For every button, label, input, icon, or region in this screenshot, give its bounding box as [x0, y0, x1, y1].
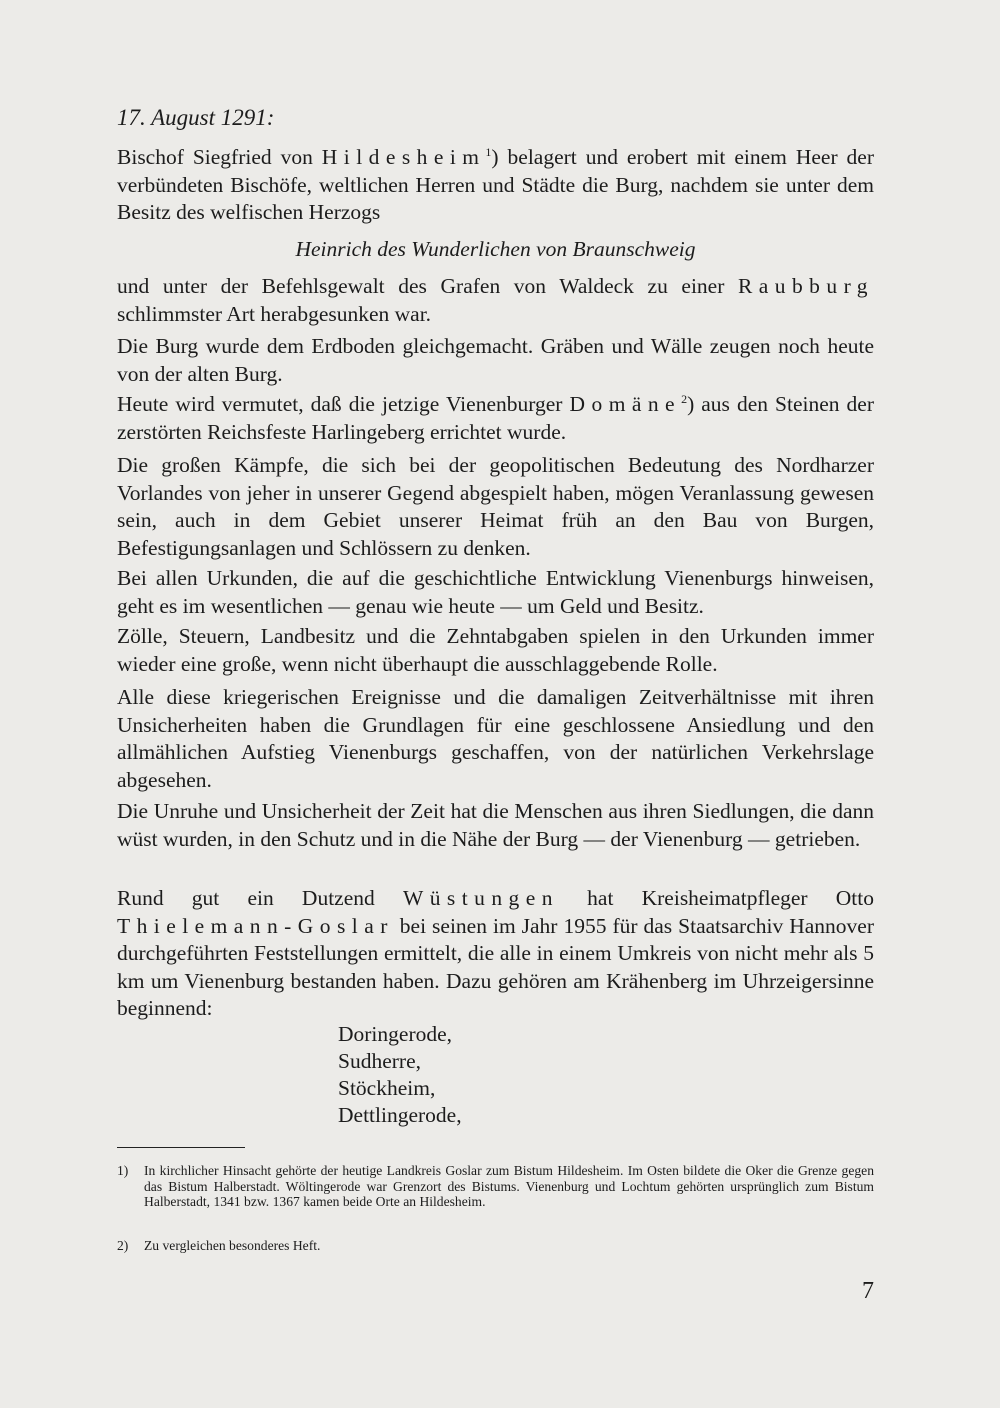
footnote-separator — [117, 1147, 245, 1148]
footnote-number: 2) — [117, 1238, 129, 1253]
footnote-text: Zu vergleichen besonderes Heft. — [144, 1238, 321, 1253]
paragraph-9: Die Unruhe und Unsicherheit der Zeit hat die Menschen aus ihren Siedlungen, die dann wüst wurden, in den Schutz und in die Nähe der Burg — der Vienenburg — getrieben. — [117, 799, 874, 851]
spaced-word-raubburg: Raubburg — [737, 274, 874, 298]
list-item: Dettlingerode, — [338, 1103, 462, 1127]
paragraph-7: Zölle, Steuern, Landbesitz und die Zehntabgaben spielen in den Urkunden immer wieder eine große, wenn nicht überhaupt die ausschlaggebende Rolle. — [117, 624, 874, 676]
footnote-number: 1) — [117, 1163, 129, 1178]
spaced-name-thielemann: Thielemann-Goslar — [117, 913, 394, 938]
place-list — [338, 1021, 462, 1129]
footnote-text: In kirchlicher Hinsacht gehörte der heutige Landkreis Goslar zum Bistum Hildesheim. Im Osten bildete die Oker die Grenze gegen das Bistum Halberstadt. Wöltingerode war Grenzort des Bistums. Vienenburg und Lochtum gehörten ursprünglich zum Bistum Halberstadt, 1341 bzw. 1367 kamen beide Orte an Hildesheim. — [144, 1163, 874, 1209]
page-number: 7 — [862, 1278, 874, 1304]
paragraph-3: Die Burg wurde dem Erdboden gleichgemacht. Gräben und Wälle zeugen noch heute von der alten Burg. — [117, 334, 874, 386]
paragraph-5: Die großen Kämpfe, die sich bei der geopolitischen Bedeutung des Nordharzer Vorlandes von jeher in unserer Gegend abgespielt haben, mögen Veranlassung gewesen sein, auch in dem Gebiet unserer Heimat früh an den Bau von Burgen, Befestigungsanlagen und Schlössern zu denken. — [117, 453, 874, 560]
paragraph-1: Bischof Siegfried von Hildesheim$^1$) belagert und erobert mit einem Heer der verbündeten Bischöfe, weltlichen Herren und Städte die Burg, nachdem sie unter dem Besitz des welfischen Herzogs — [117, 144, 874, 224]
spaced-word-wuestungen: Wüstungen — [402, 886, 559, 910]
paragraph-6: Bei allen Urkunden, die auf die geschichtliche Entwicklung Vienenburgs hinweisen, geht es im wesentlichen — genau wie heute — um Geld und Besitz. — [117, 566, 874, 618]
paragraph-8: Alle diese kriegerischen Ereignisse und die damaligen Zeitverhältnisse mit ihren Unsicherheiten haben die Grundlagen für eine geschlossene Ansiedlung und den allmählichen Aufstieg Vienenburgs geschaffen, von der natürlichen Verkehrslage abgesehen. — [117, 685, 874, 792]
paragraph-2: und unter der Befehlsgewalt des Grafen von Waldeck zu einer Raubburg schlimmster Art herabgesunken war. — [117, 274, 874, 326]
footnote-ref-1: 1 — [485, 144, 492, 159]
list-item: Sudherre, — [338, 1049, 421, 1073]
paragraph-10: Rund gut ein Dutzend Wüstungen hat Kreisheimatpfleger Otto Thielemann-Goslar bei seinen im Jahr 1955 für das Staatsarchiv Hannover durchgeführten Feststellungen ermittelt, die alle in einem Umkreis von nicht mehr als 5 km um Vienenburg bestanden haben. Dazu gehören am Krähenberg im Uhrzeigersinne beginnend: — [117, 886, 874, 1020]
paragraph-4: Heute wird vermutet, daß die jetzige Vienenburger Domäne$^2$) aus den Steinen der zerstörten Reichsfeste Harlingeberg errichtet wurde. — [117, 391, 874, 444]
list-item: Doringerode, — [338, 1022, 453, 1046]
centered-italic-line: Heinrich des Wunderlichen von Braunschweig — [295, 237, 696, 261]
list-item: Stöckheim, — [338, 1076, 436, 1100]
date-heading: 17. August 1291: — [117, 105, 275, 130]
spaced-word-domaene: Domäne — [569, 392, 682, 416]
footnote-1 — [117, 1163, 874, 1210]
footnote-2 — [117, 1238, 874, 1254]
footnote-ref-2: 2 — [681, 391, 688, 406]
spaced-name-hildesheim: Hildesheim — [321, 145, 486, 169]
